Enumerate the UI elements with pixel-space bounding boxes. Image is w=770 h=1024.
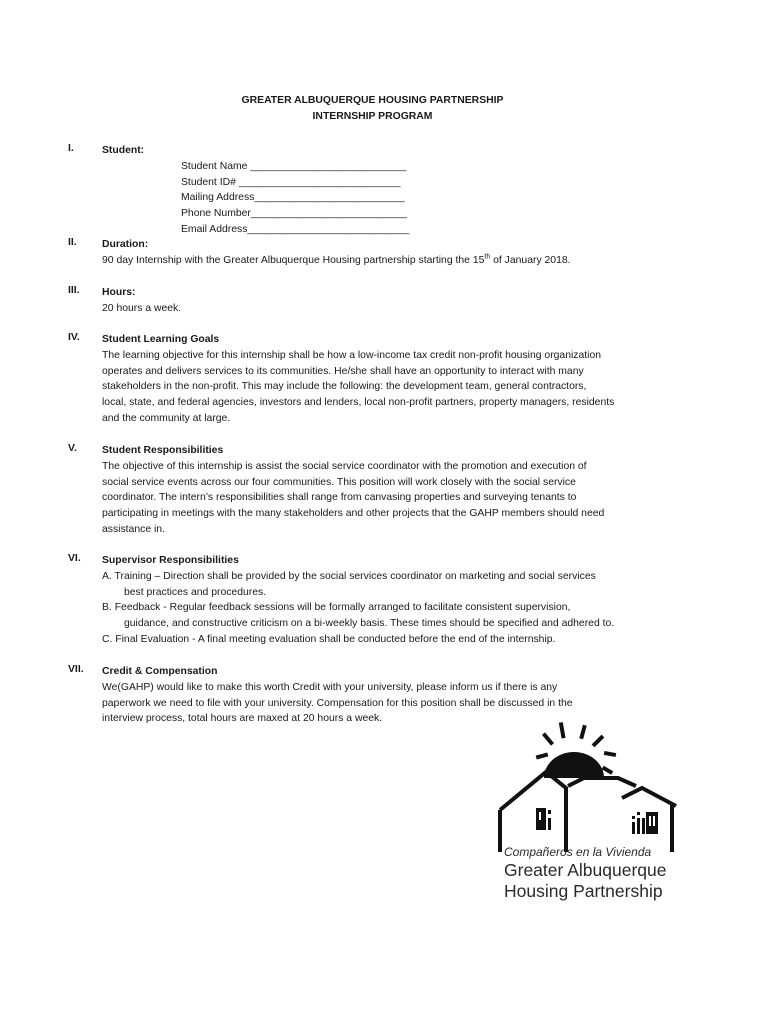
section-number: II.	[68, 237, 77, 248]
document-title: GREATER ALBUQUERQUE HOUSING PARTNERSHIP	[241, 95, 504, 106]
paragraph-line: stakeholders in the non-profit. This may include the following: the development team, general contractors,	[102, 381, 587, 393]
list-item-feedback: B. Feedback - Regular feedback sessions will be formally arranged to facilitate consistent supervision,	[102, 602, 571, 614]
mailing-address-field: Mailing Address__________________________	[181, 192, 405, 204]
paragraph-line: interview process, total hours are maxed at 20 hours a week.	[102, 713, 383, 725]
list-item-training: A. Training – Direction shall be provided by the social services coordinator on marketing and social services	[102, 570, 596, 582]
section-number: IV.	[68, 332, 80, 343]
section-number: III.	[68, 285, 80, 296]
student-id-field: Student ID# ____________________________	[181, 176, 401, 188]
section-heading: Student:	[102, 145, 145, 156]
document-subtitle: INTERNSHIP PROGRAM	[312, 111, 433, 122]
section-heading: Credit & Compensation	[102, 666, 218, 677]
email-address-field: Email Address____________________________	[181, 223, 410, 235]
section-number: VII.	[68, 664, 84, 675]
paragraph-line: assistance in.	[102, 523, 165, 535]
paragraph-line: coordinator. The intern’s responsibilities shall range from canvasing properties and surveying tenants to	[102, 492, 577, 504]
paragraph-line: operates and delivers services to its communities. He/she shall have an opportunity to interact with many	[102, 365, 584, 377]
section-heading: Student Responsibilities	[102, 445, 224, 456]
student-name-field: Student Name ___________________________	[181, 160, 407, 172]
logo-text	[504, 844, 704, 902]
paragraph-line: social service events across our four communities. This position will work closely with the social service	[102, 476, 576, 488]
list-item-final-evaluation: C. Final Evaluation - A final meeting evaluation shall be conducted before the end of the internship.	[102, 633, 556, 645]
section-heading: Hours:	[102, 287, 136, 298]
section-number: VI.	[68, 553, 81, 564]
section-heading: Supervisor Responsibilities	[102, 555, 239, 566]
paragraph-line: and the community at large.	[102, 412, 231, 424]
logo-name-line1: Greater Albuquerque	[504, 860, 667, 880]
paragraph-line: paperwork we need to file with your university. Compensation for this position shall be discussed in the	[102, 697, 573, 709]
list-item-continuation: best practices and procedures.	[124, 586, 267, 598]
paragraph-line: participating in meetings with the many stakeholders and other projects that the GAHP members should need	[102, 508, 605, 520]
logo-name-line2: Housing Partnership	[504, 881, 663, 901]
phone-number-field: Phone Number___________________________	[181, 208, 407, 220]
list-item-continuation: guidance, and constructive criticism on a bi-weekly basis. These times should be specified and adhered to.	[124, 618, 615, 630]
paragraph-line: We(GAHP) would like to make this worth Credit with your university, please inform us if there is any	[102, 681, 558, 693]
section-number: V.	[68, 443, 77, 454]
section-heading: Duration:	[102, 239, 149, 250]
paragraph-line: local, state, and federal agencies, investors and lenders, local non-profit partners, property managers, residents	[102, 397, 615, 409]
section-heading: Student Learning Goals	[102, 334, 220, 345]
hours-text: 20 hours a week.	[102, 302, 182, 314]
section-number: I.	[68, 143, 74, 154]
logo-tagline: Compañeros en la Vivienda	[504, 845, 652, 859]
duration-text: 90 day Internship with the Greater Albuquerque Housing partnership starting the 15th of January 2018.	[102, 253, 571, 266]
paragraph-line: The learning objective for this internship shall be how a low-income tax credit non-profit housing organization	[102, 349, 602, 361]
paragraph-line: The objective of this internship is assist the social service coordinator with the promotion and execution of	[102, 460, 587, 472]
